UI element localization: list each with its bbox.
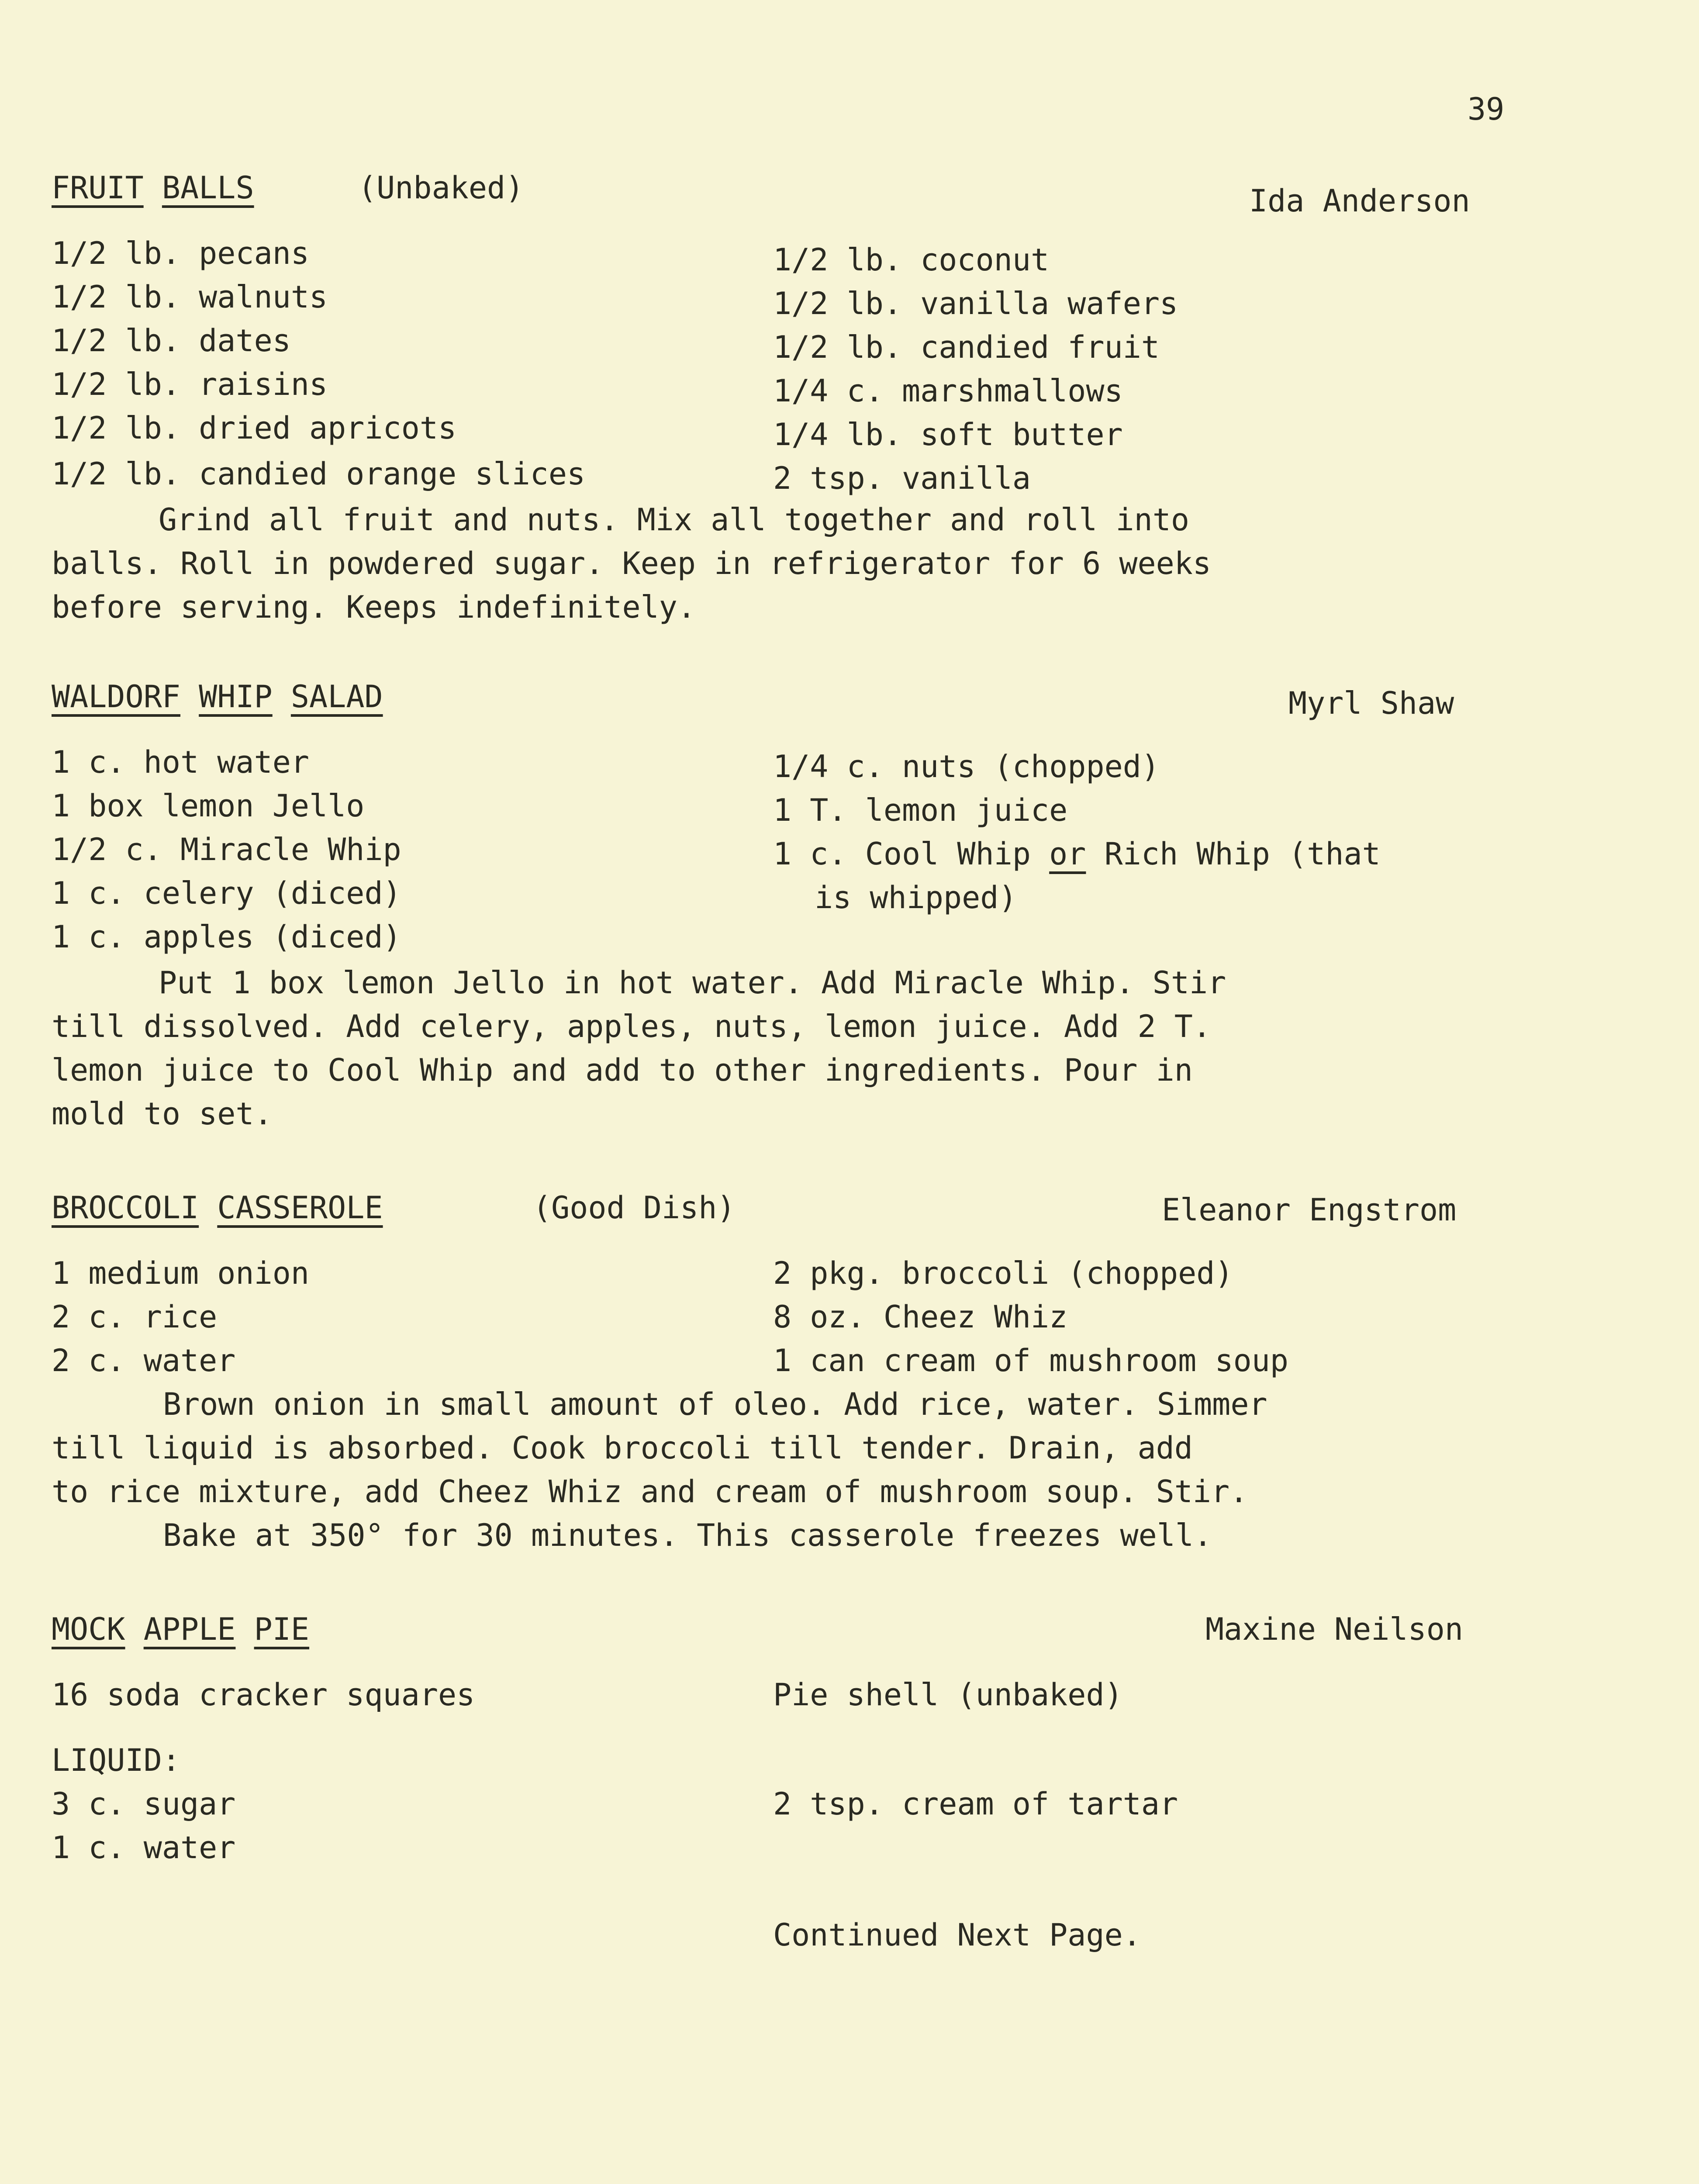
ingredient: 2 tsp. vanilla xyxy=(773,460,1031,496)
directions-line: balls. Roll in powdered sugar. Keep in refrigerator for 6 weeks xyxy=(52,546,1212,581)
ingredient: 1 box lemon Jello xyxy=(52,788,365,824)
directions-line: Brown onion in small amount of oleo. Add rice, water. Simmer xyxy=(163,1386,1267,1422)
directions-line: mold to set. xyxy=(52,1096,273,1132)
ingredient: 8 oz. Cheez Whiz xyxy=(773,1299,1068,1335)
ingredient: 1 c. celery (diced) xyxy=(52,875,401,911)
continued-note: Continued Next Page. xyxy=(773,1917,1141,1953)
ingredient: 1/2 lb. coconut xyxy=(773,242,1050,278)
ingredient: is whipped) xyxy=(815,880,1017,916)
ingredient: 16 soda cracker squares xyxy=(52,1677,475,1713)
title-word: FRUIT xyxy=(52,170,144,206)
ingredient: 1 medium onion xyxy=(52,1255,310,1291)
ingredient: 1 c. hot water xyxy=(52,744,310,780)
title-word: WHIP xyxy=(199,679,273,715)
ingredient: 1/2 lb. candied orange slices xyxy=(52,456,586,492)
recipe-title-fruit-balls xyxy=(52,166,254,210)
directions-line: till dissolved. Add celery, apples, nuts, lemon juice. Add 2 T. xyxy=(52,1009,1212,1044)
ingredient: 1/2 lb. dates xyxy=(52,323,291,359)
ingredient: 1/2 lb. vanilla wafers xyxy=(773,286,1178,321)
recipe-title-waldorf xyxy=(52,675,383,719)
ingredient: 1 T. lemon juice xyxy=(773,792,1068,828)
liquid-label: LIQUID: xyxy=(52,1742,181,1778)
ingredient xyxy=(773,832,1381,876)
ingredient: 1/2 c. Miracle Whip xyxy=(52,832,401,867)
ingredient-part: Rich Whip (that xyxy=(1086,836,1381,872)
ingredient: 1/2 lb. candied fruit xyxy=(773,329,1160,365)
recipe-note: (Unbaked) xyxy=(358,170,524,206)
title-word: WALDORF xyxy=(52,679,181,715)
directions-line: till liquid is absorbed. Cook broccoli till tender. Drain, add xyxy=(52,1430,1193,1466)
ingredient: 1 c. apples (diced) xyxy=(52,919,401,955)
recipe-author: Maxine Neilson xyxy=(1205,1611,1464,1647)
ingredient: 1/2 lb. walnuts xyxy=(52,279,328,315)
title-word: APPLE xyxy=(143,1611,236,1647)
ingredient-part: 1 c. Cool Whip xyxy=(773,836,1050,872)
title-word: BROCCOLI xyxy=(52,1190,199,1226)
or-emphasis: or xyxy=(1049,836,1086,872)
directions-line: before serving. Keeps indefinitely. xyxy=(52,589,696,625)
ingredient: 1/4 c. nuts (chopped) xyxy=(773,749,1160,784)
directions-line: to rice mixture, add Cheez Whiz and cream of mushroom soup. Stir. xyxy=(52,1474,1248,1510)
title-word: MOCK xyxy=(52,1611,125,1647)
directions-line: Put 1 box lemon Jello in hot water. Add Miracle Whip. Stir xyxy=(159,965,1226,1001)
ingredient: 1/4 lb. soft butter xyxy=(773,417,1123,453)
recipe-title-broccoli xyxy=(52,1186,383,1230)
ingredient: 1 can cream of mushroom soup xyxy=(773,1343,1289,1379)
ingredient: 1/2 lb. dried apricots xyxy=(52,410,457,446)
ingredient: 3 c. sugar xyxy=(52,1786,236,1822)
ingredient: 2 pkg. broccoli (chopped) xyxy=(773,1255,1233,1291)
title-word: PIE xyxy=(254,1611,310,1647)
directions-line: Bake at 350° for 30 minutes. This casserole freezes well. xyxy=(163,1517,1212,1553)
ingredient: Pie shell (unbaked) xyxy=(773,1677,1123,1713)
ingredient: 2 c. rice xyxy=(52,1299,218,1335)
title-word: CASSEROLE xyxy=(217,1190,383,1226)
recipe-author: Ida Anderson xyxy=(1249,183,1470,219)
ingredient: 1/4 c. marshmallows xyxy=(773,373,1123,409)
ingredient: 1/2 lb. pecans xyxy=(52,235,310,271)
recipe-title-mock-apple-pie xyxy=(52,1607,309,1651)
directions-line: Grind all fruit and nuts. Mix all together and roll into xyxy=(159,502,1190,538)
recipe-author: Myrl Shaw xyxy=(1288,685,1454,721)
ingredient: 1/2 lb. raisins xyxy=(52,366,328,402)
ingredient: 1 c. water xyxy=(52,1830,236,1866)
ingredient: 2 c. water xyxy=(52,1343,236,1379)
recipe-note: (Good Dish) xyxy=(533,1190,736,1226)
page-number: 39 xyxy=(1468,91,1505,127)
title-word: BALLS xyxy=(162,170,254,206)
recipe-author: Eleanor Engstrom xyxy=(1162,1192,1457,1228)
directions-line: lemon juice to Cool Whip and add to other ingredients. Pour in xyxy=(52,1052,1193,1088)
ingredient: 2 tsp. cream of tartar xyxy=(773,1786,1178,1822)
title-word: SALAD xyxy=(290,679,383,715)
